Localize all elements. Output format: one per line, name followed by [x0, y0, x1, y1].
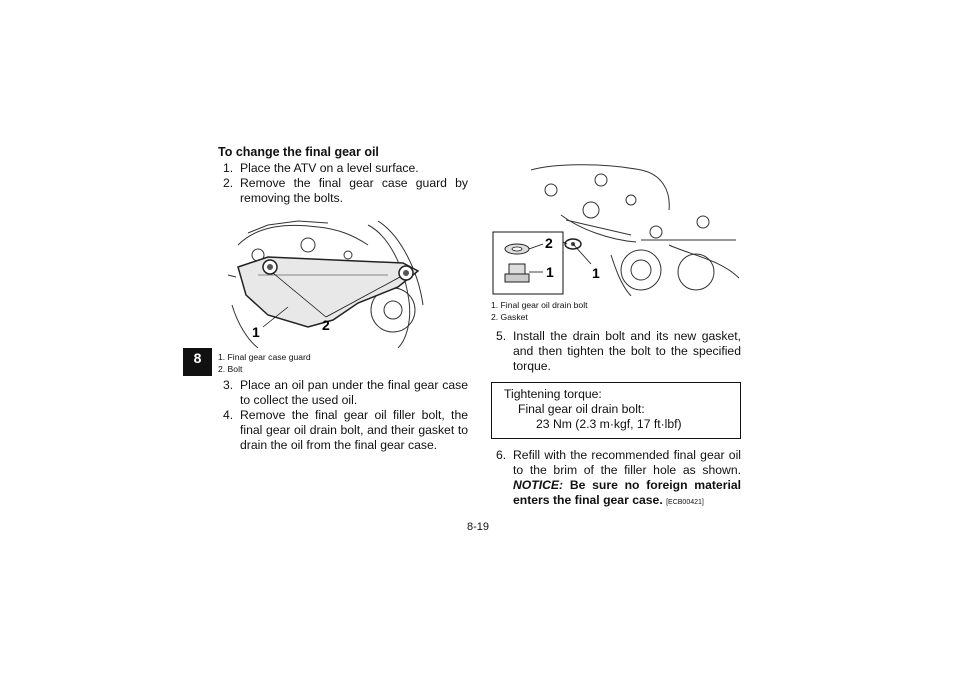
step-text: Place the ATV on a level surface.	[240, 161, 419, 175]
gear-case-guard-illustration	[228, 215, 432, 348]
callout-2: 2	[545, 235, 553, 251]
callout-1: 1	[546, 264, 554, 280]
page-number: 8-19	[467, 521, 490, 533]
callout-1: 1	[592, 265, 600, 281]
figure2-caption	[491, 300, 711, 323]
left-column	[218, 145, 468, 213]
figure-final-gear-case-guard	[228, 215, 432, 348]
torque-value: 23 Nm (2.3 m·kgf, 17 ft·lbf)	[536, 417, 682, 431]
chapter-tab: 8	[183, 348, 212, 376]
caption-item: 2. Gasket	[491, 311, 528, 322]
step-number: 1.	[223, 161, 234, 175]
step-6	[491, 448, 741, 510]
caption-item: 1. Final gear case guard	[218, 352, 311, 362]
figure1-caption	[218, 352, 418, 375]
step-1	[218, 161, 468, 176]
caption-item: 2. Bolt	[218, 363, 243, 374]
right-column	[491, 329, 741, 510]
step-number: 5.	[496, 329, 507, 343]
torque-title: Tightening torque:	[504, 387, 602, 401]
notice-code: [ECB00421]	[666, 499, 704, 506]
step-text: Install the drain bolt and its new gasket, and then tighten the bolt to the specified torque.	[513, 329, 741, 373]
step-3	[218, 378, 468, 408]
step-number: 3.	[223, 378, 234, 392]
caption-item: 1. Final gear oil drain bolt	[491, 300, 588, 310]
step-number: 4.	[223, 408, 234, 422]
callout-2: 2	[322, 317, 330, 333]
step-4	[218, 408, 468, 453]
drain-bolt-illustration	[491, 160, 741, 296]
notice-label: NOTICE:	[513, 478, 564, 492]
step-text: Place an oil pan under the final gear case to collect the used oil.	[240, 378, 468, 407]
callout-1: 1	[252, 324, 260, 340]
step-2	[218, 176, 468, 206]
torque-item: Final gear oil drain bolt:	[518, 402, 645, 416]
figure-drain-bolt	[491, 160, 741, 296]
notice-text: Be sure no foreign material enters the final gear case.	[513, 478, 741, 507]
step-5	[491, 329, 741, 374]
step-text: Remove the final gear case guard by removing the bolts.	[240, 176, 468, 205]
torque-box	[491, 382, 741, 439]
step-text: Refill with the recommended final gear oil to the brim of the filler hole as shown.	[513, 448, 741, 477]
step-number: 2.	[223, 176, 234, 190]
section-heading: To change the final gear oil	[218, 145, 379, 159]
left-column-lower	[218, 378, 468, 453]
step-number: 6.	[496, 448, 507, 462]
step-text: Remove the final gear oil filler bolt, the final gear oil drain bolt, and their gasket to drain the oil from the final gear case.	[240, 408, 468, 452]
